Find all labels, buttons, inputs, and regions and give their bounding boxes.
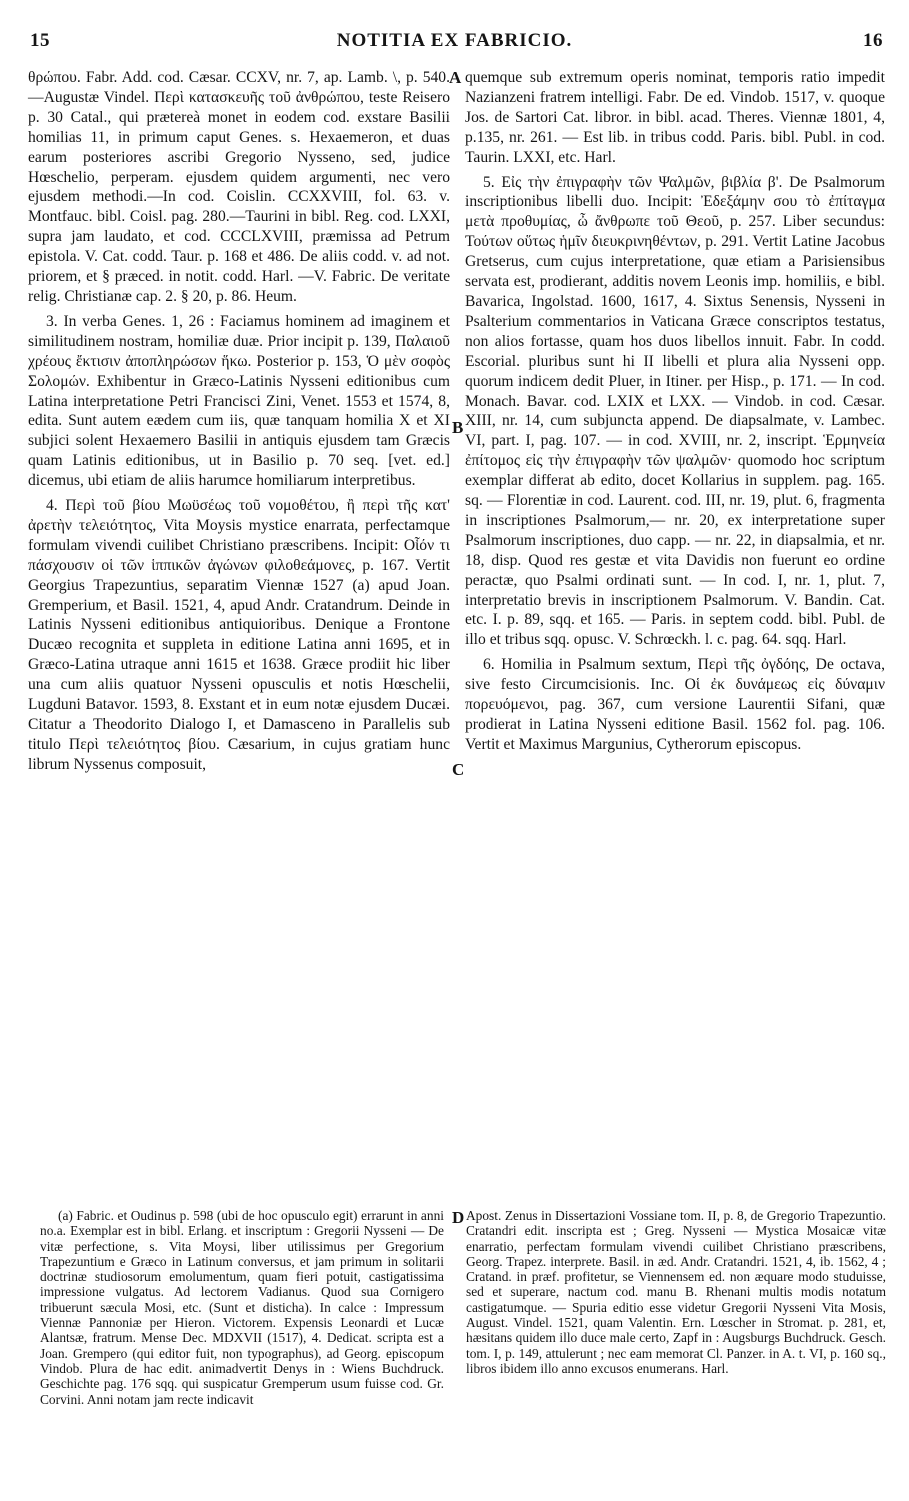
page-number-left: 15	[30, 30, 50, 51]
paragraph-item-6: 6. Homilia in Psalmum sextum, Περὶ τῆς ὀγδόης, De octava, sive festo Circumcisionis. Inc. Οἱ ἐκ δυνάμεως εἰς δύναμιν πορευόμενοι, pag. 367, cum versione Laurentii Sifani, quæ prodierat in Latina Nysseni editione Basil. 1562 fol. pag. 106. Vertit et Maximus Margunius, Cytherorum episcopus.	[465, 656, 885, 753]
margin-mark-a: A	[449, 68, 462, 87]
margin-mark-b: B	[452, 418, 464, 437]
paragraph-item-3: 3. In verba Genes. 1, 26 : Faciamus hominem ad imaginem et similitudinem nostram, homiliæ duæ. Prior incipit p. 139, Παλαιοῦ χρέους ἔκτισιν ἀποπληρώσων ἥκω. Posterior p. 153, Ὁ μὲν σοφὸς Σολομών. Exhibentur in Græco-Latinis Nysseni editionibus cum Latina interpretatione Petri Francisci Zini, Venet. 1553 et 1574, 8, edita. Sunt autem eædem cum iis, quæ tanquam homilia X et XI subjici solent Hexaemero Basilii in antiquis ejusdem tam Græcis quam Latinis editionibus, ut in Basilio p. 70 seq. [vet. ed.] dicemus, ubi etiam de aliis harumce homiliarum interpretibus.	[28, 312, 450, 490]
footnote-right	[466, 1208, 886, 1376]
footnote-a-text: (a) Fabric. et Oudinus p. 598 (ubi de hoc opusculo egit) errarunt in anni no.a. Exemplar est in bibl. Erlang. et inscriptum : Gregorii Nysseni — De vitæ perfectione, s. Vita Moysi, liber utilissimus per Gregorium Trapezuntium e Græco in Latinum conversus, et jam primum in solitarii doctrinæ studiosorum emolumentum, quam fieri potuit, castigatissima impressione vulgatus. Ad lectorem Vadianus. Quod sua Cornigero tribuerunt sæcula Mosi, etc. (Sunt et disticha). In calce : Impressum Viennæ Pannoniæ per Hieron. Victorem. Expensis Leonardi et Lucæ Alantsæ, fratrum. Mense Dec. MDXVII (1517), 4. Dedicat. scripta est a Joan. Grempero (qui editor fuit, non typographus), ad Georg. episcopum Vindob. Plura de hac edit. animadvertit Denys in : Wiens Buchdruck. Geschichte pag. 176 sqq. qui suspicatur Gremperum usum fuisse cod. Gr. Corvini. Anni notam jam recte indicavit	[40, 1208, 444, 1407]
margin-mark-c: C	[452, 760, 465, 779]
margin-mark-d: D	[452, 1208, 465, 1227]
paragraph-item-4: 4. Περὶ τοῦ βίου Μωϋσέως τοῦ νομοθέτου, ἢ περὶ τῆς κατ' ἀρετὴν τελειότητος, Vita Moysis mystice enarrata, perfectamque formulam vivendi cuilibet Christiano præscribens. Incipit: Οἷόν τι πάσχουσιν οἱ τῶν ἱππικῶν ἀγώνων φιλοθεάμονες, p. 167. Vertit Georgius Trapezuntius, separatim Viennæ 1527 (a) apud Joan. Gremperium, et Basil. 1521, 4, apud Andr. Cratandrum. Deinde in Latinis Nysseni editionibus antiquioribus. Denique a Frontone Ducæo recognita et suppleta in editione Latina anni 1695, et in Græco-Latina utraque anni 1615 et 1638. Græce prodiit hic liber una cum aliis quatuor Nysseni opusculis et notis Hœschelii, Lugduni Batavor. 1593, 8. Exstant et in eum notæ ejusdem Ducæi. Citatur a Theodorito Dialogo I, et Damasceno in Parallelis sub titulo Περὶ τελειότητος βίου. Cæsarium, in cujus gratiam hunc librum Nyssenus composuit,	[28, 497, 450, 773]
left-column	[28, 68, 450, 775]
page-number-right: 16	[863, 30, 883, 51]
paragraph-continued: θρώπου. Fabr. Add. cod. Cæsar. CCXV, nr. 7, ap. Lamb. \, p. 540.—Augustæ Vindel. Περὶ κατασκευῆς τοῦ ἀνθρώπου, teste Reisero p. 30 Catal., qui prætereà monet in eodem cod. exstare Basilii homilias 11, in primum caput Genes. s. Hexaemeron, et duas earum posteriores ascribi Gregorio Nysseno, sed, judice Hœschelio, perperam. ejusdem quidem argumenti, nec vero ejusdem methodi.—In cod. Coislin. CCXXVIII, fol. 63. v. Montfauc. bibl. Coisl. pag. 280.—Taurini in bibl. Reg. cod. LXXI, supra jam laudato, et cod. CCCLXVIII, præmissa ad Petrum epistola. V. Cat. codd. Taur. p. 168 et 486. De aliis codd. v. ad not. priorem, et § præced. in notit. codd. Harl. —V. Fabric. De veritate relig. Christianæ cap. 2. § 20, p. 86. Heum.	[28, 69, 450, 305]
paragraph-continued-right: quemque sub extremum operis nominat, temporis ratio impedit Nazianzeni fratrem intelligi. Fabr. De ed. Vindob. 1517, v. quoque Jos. de Sartori Cat. libror. in bibl. acad. Theres. Viennæ 1801, 4, p.135, nr. 261. — Est lib. in tribus codd. Paris. bibl. Publ. in cod. Taurin. LXXI, etc. Harl.	[465, 69, 885, 166]
paragraph-item-5: 5. Εἰς τὴν ἐπιγραφὴν τῶν Ψαλμῶν, βιβλία β'. De Psalmorum inscriptionibus libelli duo. Incipit: Ἐδεξάμην σου τὸ ἐπίταγμα μετὰ προθυμίας, ὦ ἄνθρωπε τοῦ Θεοῦ, p. 257. Liber secundus: Τούτων οὕτως ἡμῖν διευκρινηθέντων, p. 291. Vertit Latine Jacobus Gretserus, cum cujus interpretatione, quæ etiam a Parisiensibus servata est, prodierant, additis novem Leonis imp. homiliis, e bibl. Bavarica, Ingolstad. 1600, 1617, 4. Sixtus Senensis, Nysseni in Psalterium commentarios in Vaticana Græce conscriptos testatus, non alios fortasse, quam hos duos libellos innuit. Fabr. In codd. Escorial. pluribus sunt hi II libelli et plura alia Nysseni opp. quorum indicem dedit Pluer, in Itiner. per Hisp., p. 171. — In cod. Monach. Bavar. cod. LXIX et LXX. — Vindob. in cod. Cæsar. XIII, nr. 14, cum subjuncta append. De diapsalmate, v. Lambec. VI, part. I, pag. 107. — in cod. XVIII, nr. 2, inscript. Ἑρμηνεία ἐπίτομος εἰς τὴν ἐπιγραφὴν τῶν ψαλμῶν· quomodo hoc scriptum exemplar differat ab edito, docet Kollarius in supplem. pag. 165. sq. — Florentiæ in cod. Laurent. cod. III, nr. 19, plut. 6, fragmenta in inscriptiones Psalmorum,— nr. 20, ex interpretatione super Psalmorum inscriptiones, duo capp. — nr. 22, in diapsalmia, et nr. 18, disp. Quod res gestæ et vita Davidis non fuerunt eo ordine peractæ, quo Psalmi ordinati sunt. — In cod. I, nr. 1, plut. 7, interpretatio brevis in inscriptionem Psalmorum. V. Bandin. Cat. etc. I. p. 89, sqq. et 165. — Paris. in septem codd. bibl. Publ. de illo et tribus sqq. opusc. V. Schrœckh. l. c. pag. 64. sqq. Harl.	[465, 173, 885, 649]
footnote-left	[40, 1208, 444, 1407]
right-column	[465, 68, 885, 755]
footnote-a-continued: Apost. Zenus in Dissertazioni Vossiane tom. II, p. 8, de Gregorio Trapezuntio. Cratandri edit. inscripta est ; Greg. Nysseni — Mystica Mosaicæ vitæ enarratio, perfectam formulam vivendi cuilibet Christiano præscribens, Georg. Trapez. interprete. Basil. in æd. Andr. Cratandri. 1521, 4, ib. 1562, 4 ; Cratand. in præf. profitetur, se Viennensem ed. non æquare modo studuisse, sed et superare, nactum cod. manu B. Rhenani multis modis notatum castigatumque. — Spuria editio esse videtur Gregorii Nysseni Vita Mosis, August. Vindel. 1521, quam Valentin. Ern. Lœscher in Stromat. p. 281, et, hæsitans quidem illo duce male certo, Zapf in : Augsburgs Buchdruck. Gesch. tom. I, p. 149, attulerunt ; nec eam memorat Cl. Panzer. in A. t. VI, p. 160 sq., libros ibidem illo anno excusos enumerans. Harl.	[466, 1208, 886, 1376]
running-title: NOTITIA EX FABRICIO.	[336, 30, 573, 51]
